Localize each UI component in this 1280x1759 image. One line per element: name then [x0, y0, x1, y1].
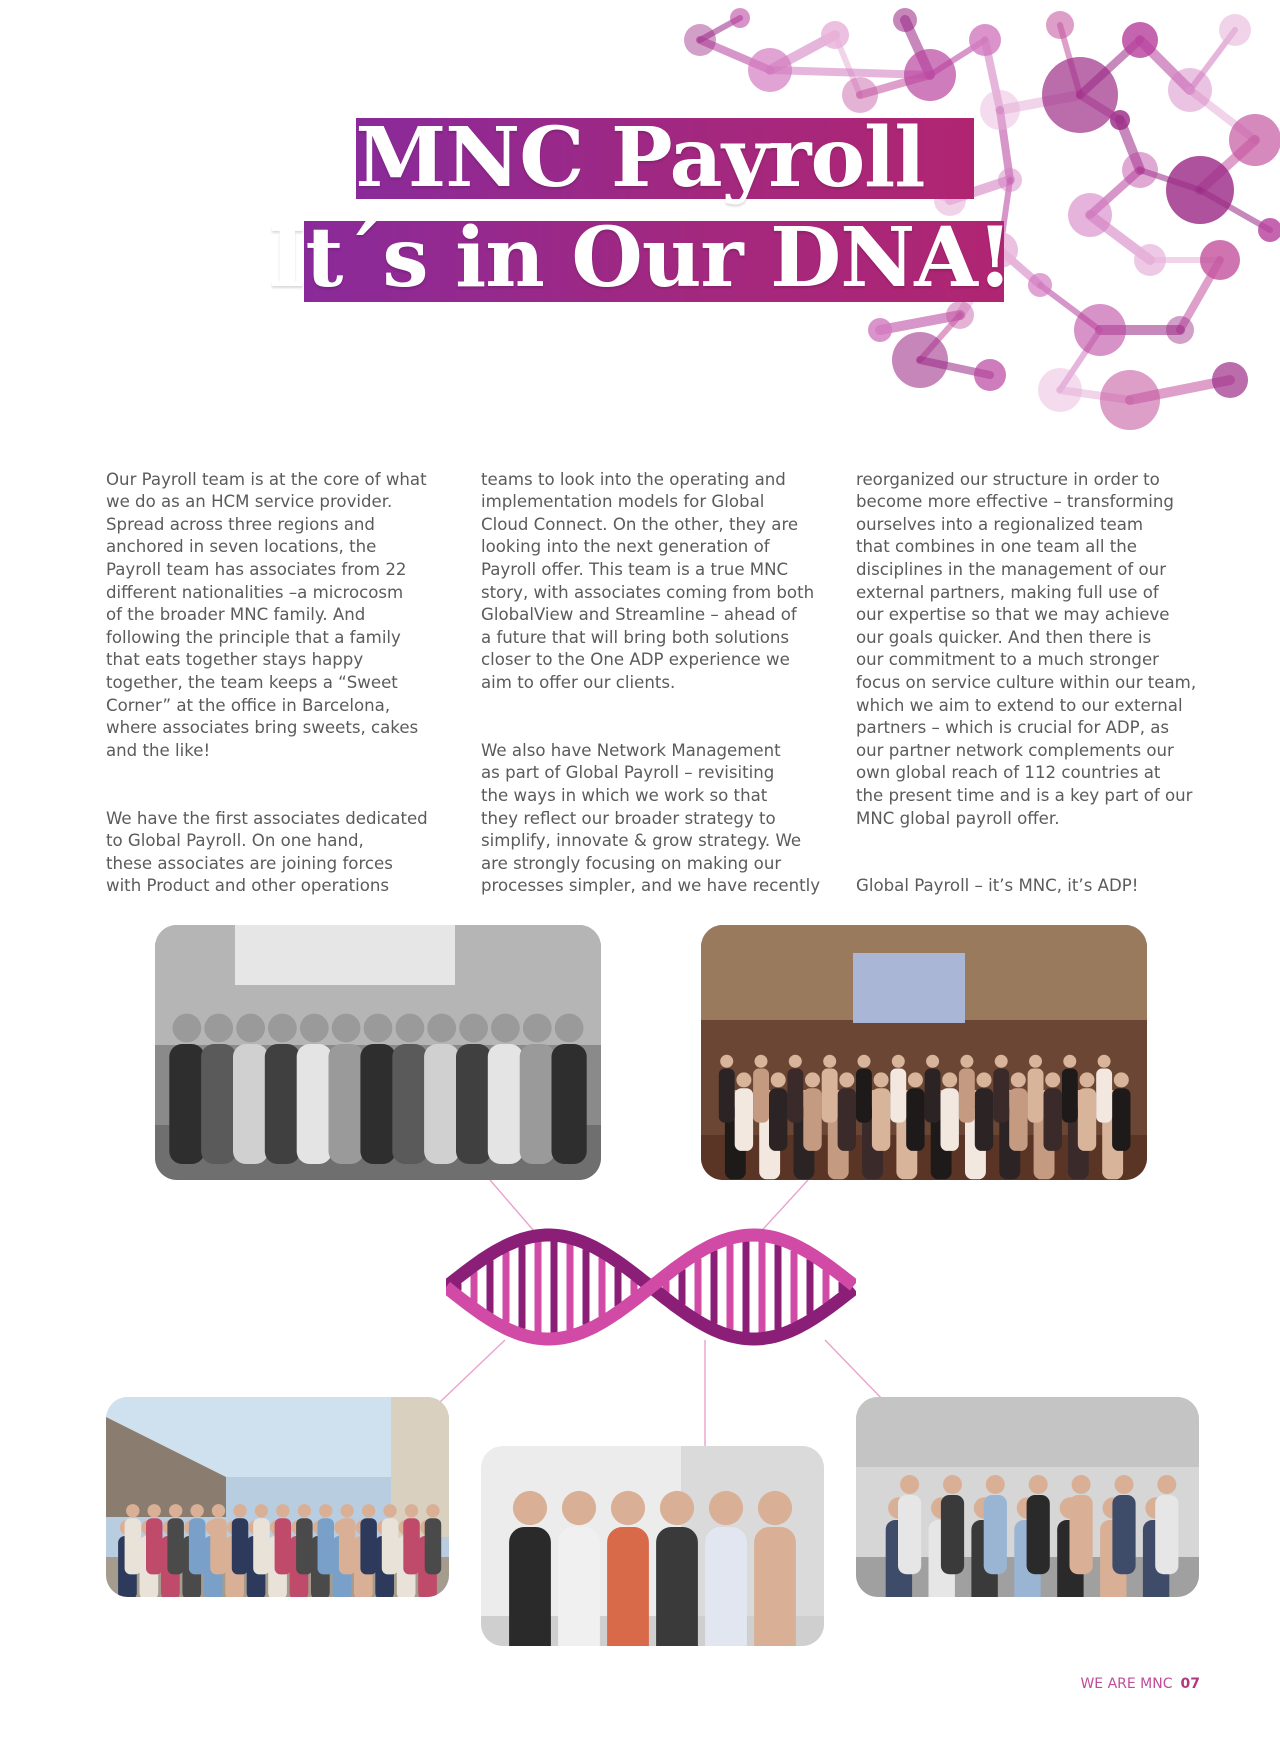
person-figure — [339, 1518, 356, 1574]
molecule-node — [1074, 304, 1126, 356]
page-number: 07 — [1180, 1676, 1200, 1692]
paragraph: Global Payroll – it’s MNC, it’s ADP! — [856, 876, 1139, 896]
person-head — [396, 1014, 425, 1043]
person-figure — [769, 1088, 787, 1151]
person-figure — [872, 1088, 890, 1151]
person-head — [900, 1475, 919, 1494]
molecule-node — [821, 21, 849, 49]
page-title-line-2: It´s in Our DNA! — [268, 210, 1012, 306]
person-figure — [296, 1518, 313, 1574]
paragraph: teams to look into the operating and implementation models for Global Cloud Connect. On the other, they are looking into the next generation of Payroll offer. This team is a true MNC story, with associates coming from both GlobalView and Streamline – ahead of a future that will bring both solutions closer to the One ADP experience we aim to offer our clients. — [481, 469, 815, 692]
person-figure — [1155, 1495, 1178, 1574]
person-head — [212, 1504, 225, 1517]
paragraph: We also have Network Management as part of Global Payroll – revisiting the ways in which we work so that they reflect our broader strategy to simplify, innovate & grow strategy. We are strongly focusing on making our processes simpler, and we have recently — [481, 740, 821, 896]
person-figure — [607, 1527, 649, 1646]
person-head — [319, 1504, 332, 1517]
person-figure — [167, 1518, 184, 1574]
dna-helix-graphic — [446, 1222, 856, 1352]
person-figure — [403, 1518, 420, 1574]
molecule-node — [748, 48, 792, 92]
body-column-2 — [481, 446, 826, 943]
person-head — [236, 1014, 265, 1043]
person-figure — [169, 1044, 204, 1164]
molecule-node — [974, 359, 1006, 391]
person-figure — [360, 1518, 377, 1574]
person-figure — [753, 1069, 769, 1123]
molecule-node — [868, 318, 892, 342]
group-photo-5 — [856, 1397, 1199, 1597]
person-head — [1045, 1072, 1060, 1087]
person-figure — [488, 1044, 523, 1164]
person-head — [1115, 1475, 1134, 1494]
person-figure — [424, 1044, 459, 1164]
person-figure — [329, 1044, 364, 1164]
person-figure — [1112, 1495, 1135, 1574]
molecule-node — [892, 332, 948, 388]
person-head — [523, 1014, 552, 1043]
person-figure — [941, 1088, 959, 1151]
person-head — [173, 1014, 202, 1043]
group-photo-1 — [155, 925, 601, 1180]
molecule-node — [730, 8, 750, 28]
person-figure — [265, 1044, 300, 1164]
molecule-node — [893, 8, 917, 32]
person-figure — [360, 1044, 395, 1164]
group-photo-3 — [106, 1397, 449, 1597]
person-figure — [275, 1518, 292, 1574]
person-head — [255, 1504, 268, 1517]
person-head — [1029, 1475, 1048, 1494]
person-figure — [509, 1527, 551, 1646]
person-figure — [975, 1088, 993, 1151]
person-figure — [838, 1088, 856, 1151]
person-figure — [984, 1495, 1007, 1574]
person-figure — [856, 1069, 872, 1123]
person-head — [427, 1014, 456, 1043]
person-head — [823, 1055, 836, 1068]
paragraph: Our Payroll team is at the core of what we do as an HCM service provider. Spread across three regions and anchored in seven locations, the Payroll team has associates from 22 different nationalities –a microcosm of the broader MNC family. And following the principle that a family that eats together stays happy together, the team keeps a “Sweet Corner” at the office in Barcelona, where associates bring sweets, cakes and the like! — [106, 469, 427, 760]
person-head — [491, 1014, 520, 1043]
person-figure — [233, 1044, 268, 1164]
person-head — [169, 1504, 182, 1517]
body-column-1 — [106, 446, 451, 943]
group-photo-4 — [481, 1446, 824, 1646]
person-head — [960, 1055, 973, 1068]
person-head — [771, 1072, 786, 1087]
person-head — [362, 1504, 375, 1517]
molecule-node — [1100, 370, 1160, 430]
person-figure — [1112, 1088, 1130, 1151]
molecule-node — [969, 24, 1001, 56]
person-figure — [993, 1069, 1009, 1123]
person-head — [383, 1504, 396, 1517]
person-head — [276, 1504, 289, 1517]
person-head — [1114, 1072, 1129, 1087]
person-head — [1157, 1475, 1176, 1494]
paragraph: reorganized our structure in order to become more effective – transforming ourselves into a regionalized team that combines in one team all the disciplines in the management of our external partners, making full use of our expertise so that we may achieve our goals quicker. And then there is our commitment to a much stronger focus on service culture within our team, which we aim to extend to our external partners – which is crucial for ADP, as our partner network complements our own global reach of 112 countries at the present time and is a key part of our MNC global payroll offer. — [856, 469, 1197, 828]
person-head — [1011, 1072, 1026, 1087]
person-head — [513, 1491, 547, 1525]
page-title-line-1: MNC Payroll — [355, 110, 925, 206]
person-head — [190, 1504, 203, 1517]
person-head — [300, 1014, 329, 1043]
page-footer — [1080, 1676, 1200, 1692]
molecule-node — [842, 77, 878, 113]
person-head — [298, 1504, 311, 1517]
person-figure — [925, 1069, 941, 1123]
person-head — [148, 1504, 161, 1517]
person-head — [789, 1055, 802, 1068]
person-figure — [382, 1518, 399, 1574]
person-figure — [318, 1518, 335, 1574]
molecule-node — [1219, 14, 1251, 46]
person-head — [426, 1504, 439, 1517]
person-head — [839, 1072, 854, 1087]
person-figure — [906, 1088, 924, 1151]
molecule-node — [1212, 362, 1248, 398]
person-figure — [456, 1044, 491, 1164]
person-figure — [803, 1088, 821, 1151]
person-head — [874, 1072, 889, 1087]
person-figure — [1070, 1495, 1093, 1574]
person-figure — [253, 1518, 270, 1574]
person-figure — [719, 1069, 735, 1123]
molecule-node — [1122, 22, 1158, 58]
person-figure — [125, 1518, 142, 1574]
person-head — [755, 1055, 768, 1068]
person-head — [720, 1055, 733, 1068]
person-head — [233, 1504, 246, 1517]
footer-section-label: WE ARE MNC — [1080, 1676, 1173, 1692]
person-head — [126, 1504, 139, 1517]
person-figure — [189, 1518, 206, 1574]
person-head — [1098, 1055, 1111, 1068]
person-head — [1072, 1475, 1091, 1494]
person-head — [555, 1014, 584, 1043]
person-figure — [1096, 1069, 1112, 1123]
person-figure — [787, 1069, 803, 1123]
person-figure — [656, 1527, 698, 1646]
person-figure — [898, 1495, 921, 1574]
person-head — [562, 1491, 596, 1525]
person-head — [204, 1014, 233, 1043]
person-head — [405, 1504, 418, 1517]
person-figure — [1078, 1088, 1096, 1151]
person-figure — [959, 1069, 975, 1123]
person-head — [660, 1491, 694, 1525]
person-head — [986, 1475, 1005, 1494]
person-figure — [1044, 1088, 1062, 1151]
person-figure — [552, 1044, 587, 1164]
person-head — [1029, 1055, 1042, 1068]
person-head — [611, 1491, 645, 1525]
molecule-node — [1046, 11, 1074, 39]
person-head — [268, 1014, 297, 1043]
person-head — [805, 1072, 820, 1087]
person-figure — [425, 1518, 442, 1574]
person-head — [736, 1072, 751, 1087]
person-head — [332, 1014, 361, 1043]
molecule-node — [904, 49, 956, 101]
person-figure — [146, 1518, 163, 1574]
person-head — [341, 1504, 354, 1517]
person-figure — [735, 1088, 753, 1151]
person-figure — [941, 1495, 964, 1574]
person-head — [908, 1072, 923, 1087]
person-head — [995, 1055, 1008, 1068]
person-head — [459, 1014, 488, 1043]
person-head — [1080, 1072, 1095, 1087]
molecule-node — [1168, 68, 1212, 112]
person-head — [943, 1475, 962, 1494]
person-head — [1063, 1055, 1076, 1068]
person-figure — [822, 1069, 838, 1123]
person-figure — [297, 1044, 332, 1164]
person-figure — [520, 1044, 555, 1164]
person-figure — [890, 1069, 906, 1123]
person-head — [926, 1055, 939, 1068]
molecule-node — [684, 24, 716, 56]
person-figure — [1009, 1088, 1027, 1151]
person-head — [364, 1014, 393, 1043]
group-photo-2 — [701, 925, 1147, 1180]
person-head — [942, 1072, 957, 1087]
person-figure — [201, 1044, 236, 1164]
person-head — [758, 1491, 792, 1525]
person-head — [892, 1055, 905, 1068]
person-figure — [210, 1518, 227, 1574]
person-figure — [558, 1527, 600, 1646]
person-figure — [232, 1518, 249, 1574]
person-head — [977, 1072, 992, 1087]
molecule-node — [1038, 368, 1082, 412]
paragraph: We have the first associates dedicated to Global Payroll. On one hand, these associates are joining forces with Product and other operations — [106, 808, 428, 896]
body-column-3 — [856, 446, 1216, 943]
molecule-node — [1166, 316, 1194, 344]
person-figure — [1028, 1069, 1044, 1123]
person-figure — [392, 1044, 427, 1164]
person-figure — [754, 1527, 796, 1646]
person-figure — [1027, 1495, 1050, 1574]
person-figure — [1062, 1069, 1078, 1123]
person-figure — [705, 1527, 747, 1646]
person-head — [858, 1055, 871, 1068]
person-head — [709, 1491, 743, 1525]
